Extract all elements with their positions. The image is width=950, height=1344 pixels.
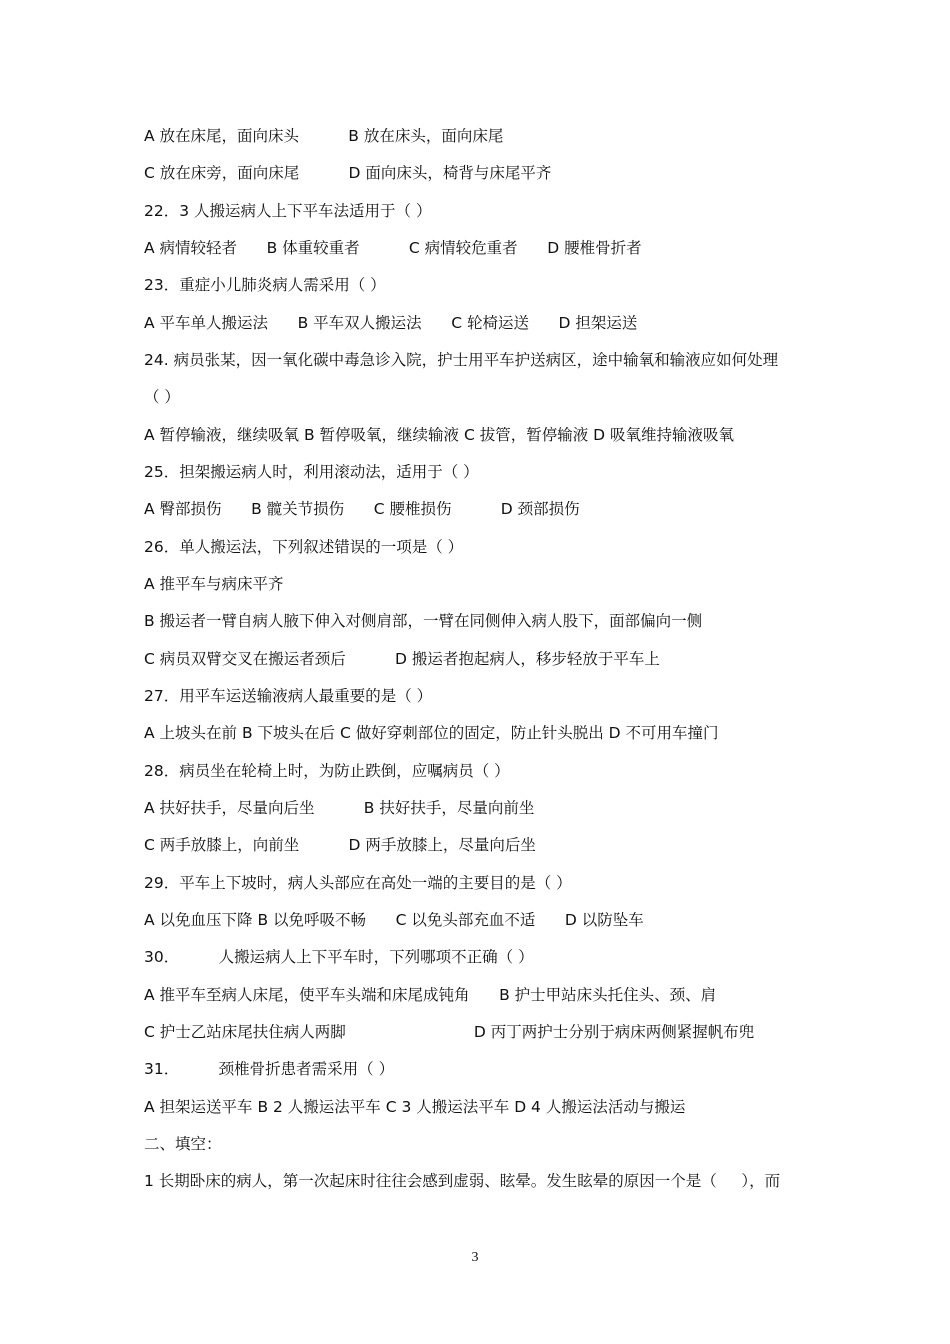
question-27: 27．用平车运送输液病人最重要的是（ ） (144, 687, 433, 705)
option-26-a: A 推平车与病床平齐 (144, 575, 284, 593)
options-26-cd: C 病员双臂交叉在搬运者颈后 D 搬运者抱起病人，移步轻放于平车上 (144, 650, 660, 668)
question-24: 24. 病员张某，因一氧化碳中毒急诊入院，护士用平车护送病区，途中输氧和输液应如何处理 (144, 351, 779, 369)
fill-blank-question-1: 1 长期卧床的病人，第一次起床时往往会感到虚弱、眩晕。发生眩晕的原因一个是（ ），而 (144, 1172, 781, 1190)
option-line-21-cd: C 放在床旁，面向床尾 D 面向床头，椅背与床尾平齐 (144, 164, 552, 182)
options-24: A 暂停输液，继续吸氧 B 暂停吸氧，继续输液 C 拔管，暂停输液 D 吸氧维持输液吸氧 (144, 426, 734, 444)
options-23: A 平车单人搬运法 B 平车双人搬运法 C 轮椅运送 D 担架运送 (144, 314, 638, 332)
options-29: A 以免血压下降 B 以免呼吸不畅 C 以免头部充血不适 D 以防坠车 (144, 911, 644, 929)
options-28-cd: C 两手放膝上，向前坐 D 两手放膝上，尽量向后坐 (144, 836, 536, 854)
options-22: A 病情较轻者 B 体重较重者 C 病情较危重者 D 腰椎骨折者 (144, 239, 642, 257)
options-25: A 臀部损伤 B 髋关节损伤 C 腰椎损伤 D 颈部损伤 (144, 500, 580, 518)
options-30-ab: A 推平车至病人床尾，使平车头端和床尾成钝角 B 护士甲站床头托住头、颈、肩 (144, 986, 717, 1004)
question-28: 28．病员坐在轮椅上时，为防止跌倒，应嘱病员（ ） (144, 762, 510, 780)
question-30: 30． 人搬运病人上下平车时，下列哪项不正确（ ） (144, 948, 534, 966)
question-29: 29．平车上下坡时，病人头部应在高处一端的主要目的是（ ） (144, 874, 572, 892)
question-23: 23．重症小儿肺炎病人需采用（ ） (144, 276, 386, 294)
question-31: 31． 颈椎骨折患者需采用（ ） (144, 1060, 395, 1078)
options-30-cd: C 护士乙站床尾扶住病人两脚 D 丙丁两护士分别于病床两侧紧握帆布兜 (144, 1023, 755, 1041)
question-22: 22．3 人搬运病人上下平车法适用于（ ） (144, 202, 432, 220)
question-26: 26．单人搬运法，下列叙述错误的一项是（ ） (144, 538, 464, 556)
options-27: A 上坡头在前 B 下坡头在后 C 做好穿刺部位的固定，防止针头脱出 D 不可用车撞门 (144, 724, 719, 742)
options-31: A 担架运送平车 B 2 人搬运法平车 C 3 人搬运法平车 D 4 人搬运法活动与搬运 (144, 1098, 686, 1116)
option-26-b: B 搬运者一臂自病人腋下伸入对侧肩部，一臂在同侧伸入病人股下，面部偏向一侧 (144, 612, 703, 630)
section-heading-fill-blank: 二、填空： (144, 1135, 222, 1153)
question-25: 25．担架搬运病人时，利用滚动法，适用于（ ） (144, 463, 479, 481)
options-28-ab: A 扶好扶手，尽量向后坐 B 扶好扶手，尽量向前坐 (144, 799, 535, 817)
option-line-21-ab: A 放在床尾，面向床头 B 放在床头，面向床尾 (144, 127, 504, 145)
question-24-blank: （ ） (144, 388, 180, 406)
page-number: 3 (471, 1250, 479, 1265)
